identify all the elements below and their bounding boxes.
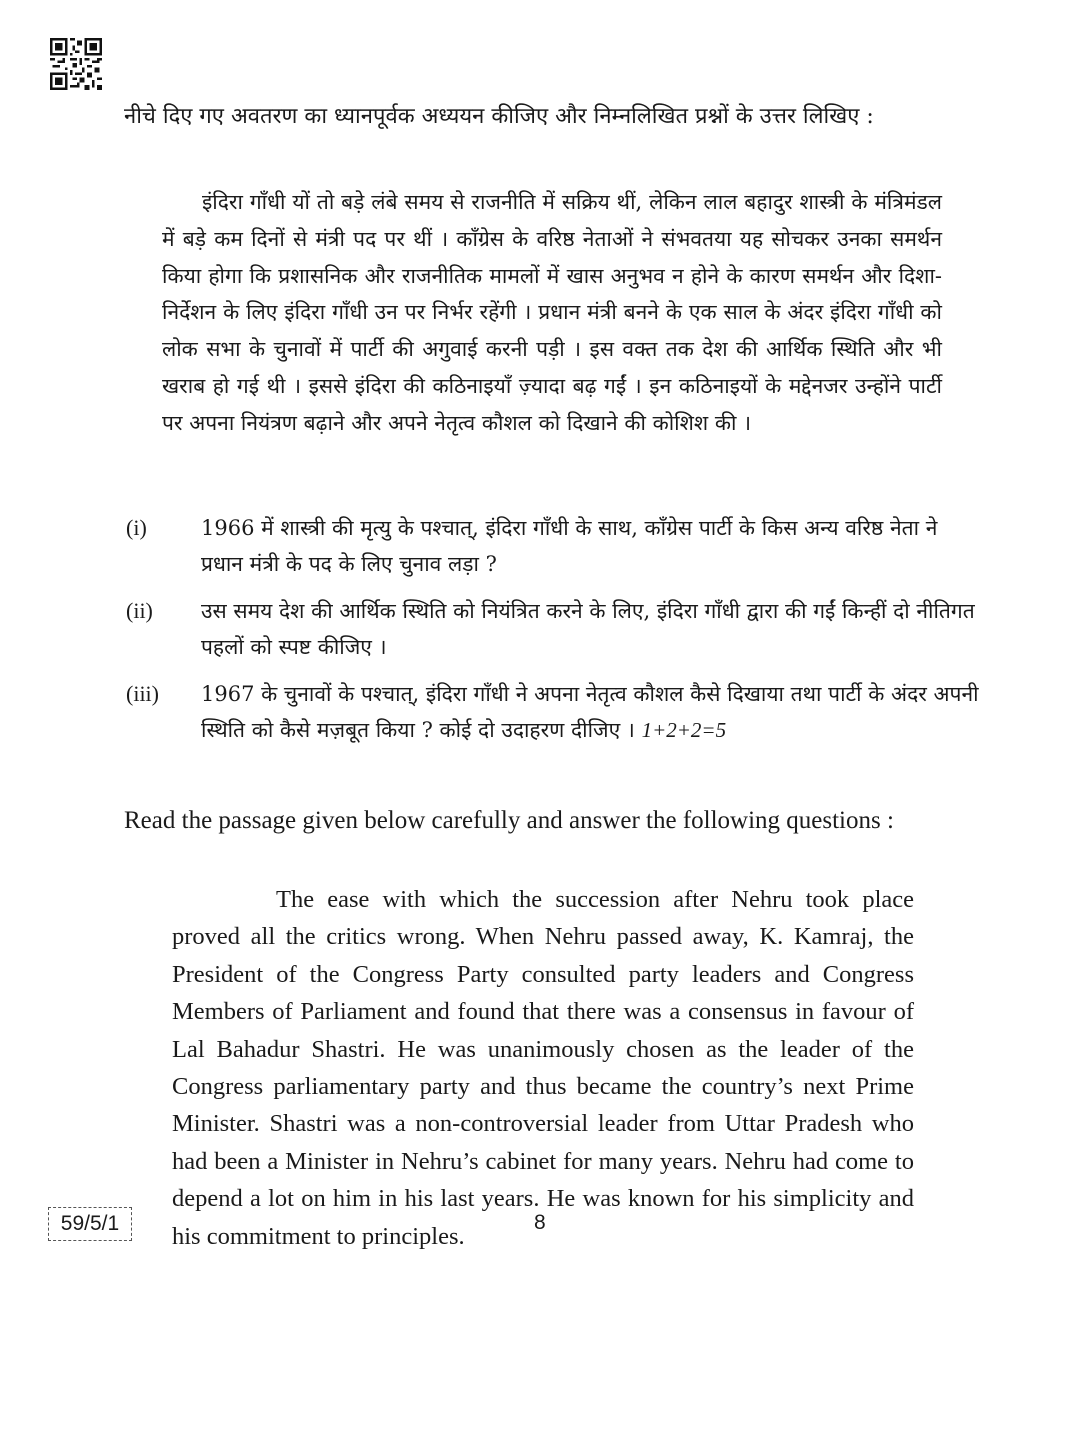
hindi-instruction: नीचे दिए गए अवतरण का ध्यानपूर्वक अध्ययन कीजिए और निम्नलिखित प्रश्नों के उत्तर लिखिए : bbox=[124, 104, 874, 129]
question-text: उस समय देश की आर्थिक स्थिति को नियंत्रित करने के लिए, इंदिरा गाँधी द्वारा की गईं किन्हीं दो नीतिगत पहलों को स्पष्ट कीजिए । bbox=[201, 599, 975, 659]
qr-code-icon bbox=[50, 38, 102, 90]
question-text: 1966 में शास्त्री की मृत्यु के पश्चात्, इंदिरा गाँधी के साथ, काँग्रेस पार्टी के किस अन्य वरिष्ठ नेता ने प्रधान मंत्री के पद के लिए चुनाव लड़ा ? bbox=[201, 516, 938, 576]
english-passage bbox=[172, 881, 914, 1255]
page-number: 8 bbox=[534, 1211, 546, 1234]
question-text: 1967 के चुनावों के पश्चात्, इंदिरा गाँधी ने अपना नेतृत्व कौशल कैसे दिखाया तथा पार्टी के अंदर अपनी स्थिति को कैसे मज़बूत किया ? कोई दो उदाहरण दीजिए । bbox=[201, 682, 979, 742]
hindi-passage-text: इंदिरा गाँधी यों तो बड़े लंबे समय से राजनीति में सक्रिय थीं, लेकिन लाल बहादुर शास्त्री के मंत्रिमंडल में बड़े कम दिनों से मंत्री पद पर थीं । काँग्रेस के वरिष्ठ नेताओं ने संभवतया यह सोचकर उनका समर्थन किया होगा कि प्रशासनिक और राजनीतिक मामलों में खास अनुभव न होने के कारण समर्थन और दिशा-निर्देशन के लिए इंदिरा गाँधी उन पर निर्भर रहेंगी । प्रधान मंत्री बनने के एक साल के अंदर इंदिरा गाँधी को लोक सभा के चुनावों में पार्टी की अगुवाई करनी पड़ी । इस वक्त तक देश की आर्थिक स्थिति और भी खराब हो गई थी । इससे इंदिरा की कठिनाइयाँ ज़्यादा बढ़ गईं । इन कठिनाइयों के मद्देनजर उन्होंने पार्टी पर अपना नियंत्रण बढ़ाने और अपने नेतृत्व कौशल को दिखाने की कोशिश की । bbox=[162, 190, 942, 435]
hindi-question-1 bbox=[124, 510, 982, 582]
hindi-question-3 bbox=[124, 676, 982, 748]
question-number: (i) bbox=[126, 515, 147, 540]
marks-distribution: 1+2+2=5 bbox=[641, 718, 727, 742]
question-number: (ii) bbox=[126, 598, 153, 623]
hindi-question-2 bbox=[124, 593, 982, 665]
english-passage-text: The ease with which the succession after Nehru took place proved all the critics wrong. When Nehru passed away, K. Kamraj, the President of the Congress Party consulted party leaders and Congress Members of Parliament and found that there was a consensus in favour of Lal Bahadur Shastri. He was unanimously chosen as the leader of the Congress parliamentary party and thus became the country’s next Prime Minister. Shastri was a non-controversial leader from Uttar Pradesh who had been a Minister in Nehru’s cabinet for many years. Nehru had come to depend a lot on him in his last years. He was known for his simplicity and his commitment to principles. bbox=[172, 886, 914, 1250]
english-instruction: Read the passage given below carefully and answer the following questions : bbox=[124, 807, 894, 834]
hindi-passage bbox=[162, 184, 942, 442]
paper-code: 59/5/1 bbox=[48, 1207, 132, 1241]
question-number: (iii) bbox=[126, 681, 159, 706]
